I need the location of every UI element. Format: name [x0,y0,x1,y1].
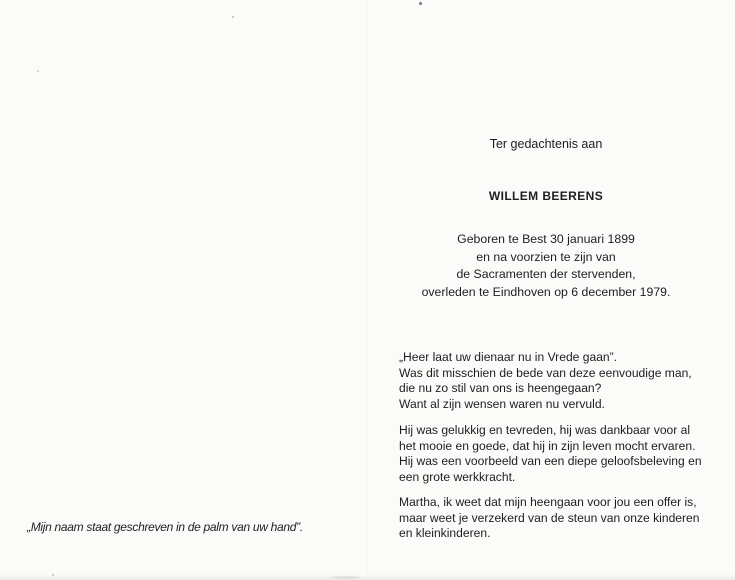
poem-line: die nu zo stil van ons is heengegaan? [399,381,602,395]
paper-speck [232,16,234,18]
poem-line: Hij was een voorbeeld van een diepe geloofsbeleving en [399,454,702,468]
poem-line: het mooie en goede, dat hij in zijn leven mocht ervaren. [399,438,696,453]
poem-paragraph [399,495,699,542]
poem-line: een grote werkkracht. [399,469,516,484]
paper-speck [37,70,39,72]
poem-line: Want al zijn wensen waren nu vervuld. [399,396,605,411]
dates-line: en na voorzien te zijn van [476,249,616,264]
scripture-quote: „Mijn naam staat geschreven in de palm van uw hand”. [27,520,303,534]
poem-line: maar weet je verzekerd van de steun van onze kinderen [399,510,700,525]
card-bottom-edge [0,574,735,580]
poem-line: Hij was gelukkig en tevreden, hij was dankbaar voor al [399,423,691,437]
deceased-name: WILLEM BEERENS [488,189,604,203]
dates-line: overleden te Eindhoven op 6 december 1979. [421,284,671,299]
paper-speck [52,574,54,576]
card-heading: Ter gedachtenis aan [489,137,603,151]
card-fold [367,0,368,580]
life-dates [404,231,688,301]
poem-line: „Heer laat uw dienaar nu in Vrede gaan”. [399,350,618,364]
poem-paragraph [399,423,702,485]
dates-line: Geboren te Best 30 januari 1899 [457,232,635,246]
paper-speck [330,576,360,579]
poem-line: Martha, ik weet dat mijn heengaan voor jou een offer is, [399,495,697,509]
poem-line: en kleinkinderen. [399,526,491,540]
dates-line: de Sacramenten der stervenden, [456,267,636,281]
paper-speck [419,2,422,5]
poem-line: Was dit misschien de bede van deze eenvoudige man, [399,365,692,380]
poem-paragraph [399,350,699,412]
